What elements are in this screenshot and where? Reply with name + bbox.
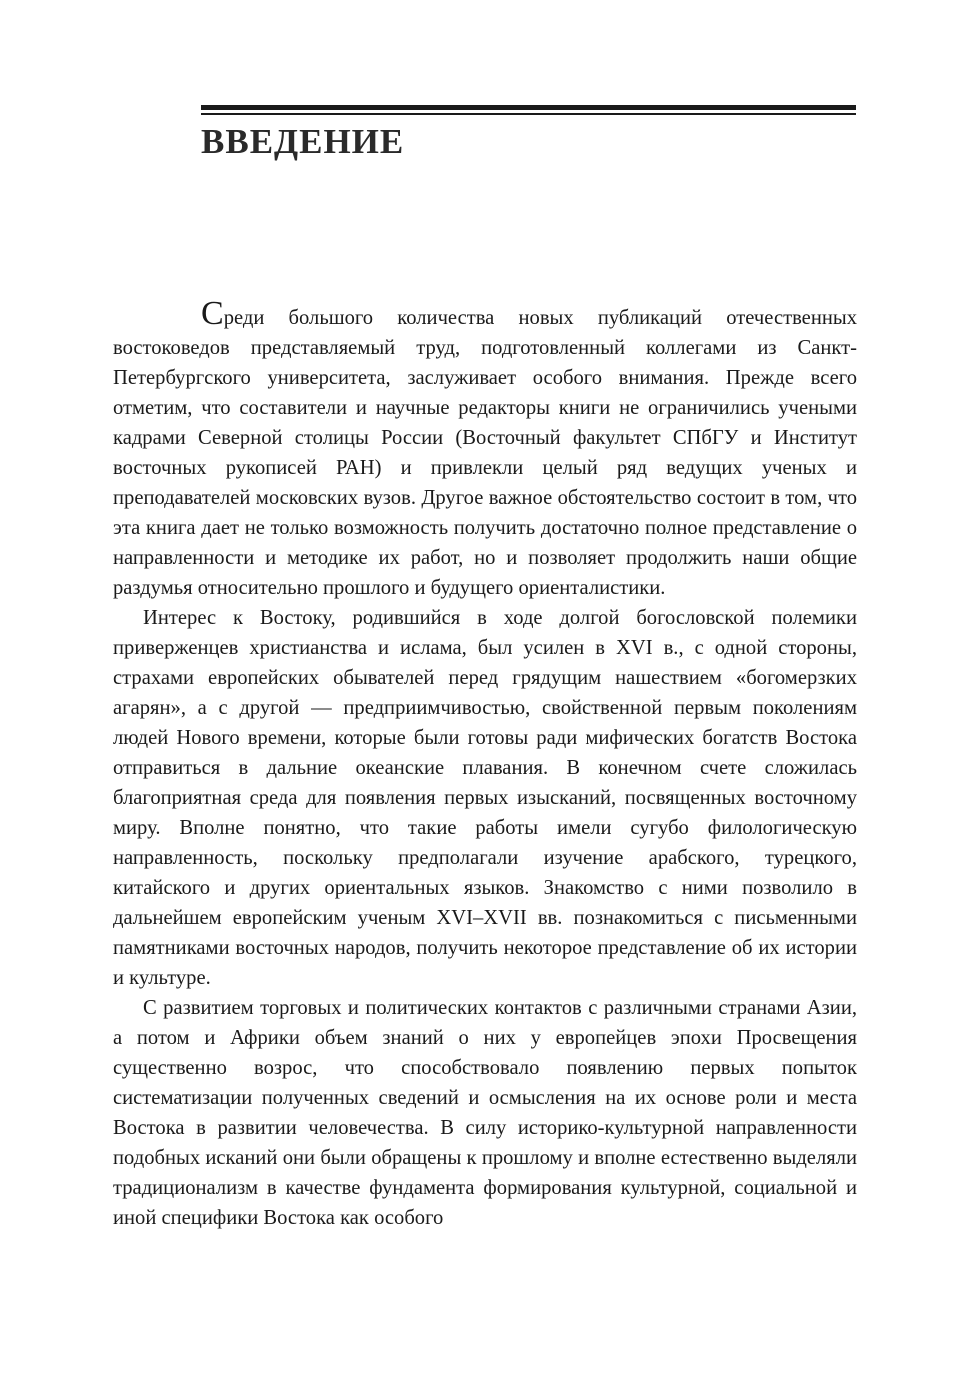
chapter-title: ВВЕДЕНИЕ (201, 122, 405, 161)
paragraph-1 (113, 295, 857, 603)
chapter-header-rule (201, 105, 856, 115)
rule-thin-line (201, 113, 856, 115)
paragraph-1-text: реди большого количества новых публикаций отечественных востоковедов представляемый труд, подготовленный коллегами из Санкт-Петербургского университета, заслуживает особого внимания. Прежде всего отметим, что составители и научные редакторы книги не ограничились учеными кадрами Северной столицы России (Восточный факультет СПбГУ и Институт восточных рукописей РАН) и привлекли целый ряд ведущих ученых и преподавателей московских вузов. Другое важное обстоятельство состоит в том, что эта книга дает не только возможность получить достаточно полное представление о направленности и методике их работ, но и позволяет продолжить наши общие раздумья относительно прошлого и будущего ориенталистики. (113, 307, 857, 599)
paragraph-2: Интерес к Востоку, родившийся в ходе долгой богословской полемики приверженцев христианства и ислама, был усилен в XVI в., с одной стороны, страхами европейских обывателей перед грядущим нашествием «богомерзких агарян», а с другой — предприимчивостью, свойственной первым поколениям людей Нового времени, которые были готовы ради мифических богатств Востока отправиться в дальние океанские плавания. В конечном счете сложилась благоприятная среда для появления первых изысканий, посвященных восточному миру. Вполне понятно, что такие работы имели сугубо филологическую направленность, поскольку предполагали изучение арабского, турецкого, китайского и других ориентальных языков. Знакомство с ними позволило в дальнейшем европейским ученым XVI–XVII вв. познакомиться с письменными памятниками восточных народов, получить некоторое представление об их истории и культуре. (113, 607, 857, 989)
body-text (113, 295, 857, 1233)
paragraph-3: С развитием торговых и политических контактов с различными странами Азии, а потом и Африки объем знаний о них у европейцев эпохи Просвещения существенно возрос, что способствовало появлению первых попыток систематизации полученных сведений и осмысления на их основе роли и места Востока в развитии человечества. В силу историко-культурной направленности подобных исканий они были обращены к прошлому и вполне естественно выделяли традиционализм в качестве фундамента формирования культурной, социальной и иной специфики Востока как особого (113, 997, 857, 1229)
drop-cap: С (201, 295, 224, 332)
